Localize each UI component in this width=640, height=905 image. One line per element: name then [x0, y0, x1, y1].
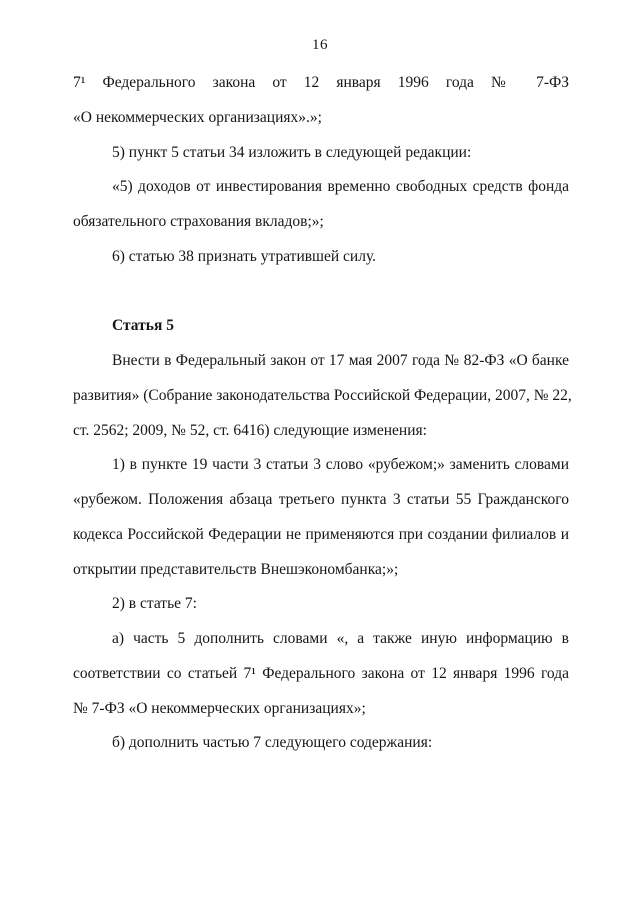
text-line: 6) статью 38 признать утратившей силу.	[112, 247, 377, 265]
paragraph	[73, 726, 569, 761]
paragraph	[73, 448, 569, 587]
paragraph	[73, 344, 572, 448]
text-line: «О некоммерческих организациях».»;	[73, 108, 322, 126]
text-line: обязательного страхования вкладов;»;	[73, 213, 324, 230]
text-line: 1) в пункте 19 части 3 статьи 3 слово «рубежом;» заменить словами	[112, 456, 569, 474]
text-line: ст. 2562; 2009, № 52, ст. 6416) следующие изменения:	[73, 421, 427, 439]
paragraph	[73, 240, 569, 275]
text-line: «5) доходов от инвестирования временно свободных средств фонда	[112, 178, 569, 196]
text-line: 7¹ Федерального закона от 12 января 1996 года № 7-ФЗ	[73, 74, 569, 91]
text-line: открытии представительств Внешэкономбанка;»;	[73, 560, 399, 578]
text-line: 2) в статье 7:	[112, 595, 197, 613]
text-line: кодекса Российской Федерации не применяются при создании филиалов и	[73, 525, 569, 543]
text-line: развития» (Собрание законодательства Российской Федерации, 2007, № 22,	[73, 386, 572, 404]
paragraph	[73, 622, 569, 726]
text-line: № 7-ФЗ «О некоммерческих организациях»;	[73, 699, 366, 717]
paragraph	[73, 136, 569, 171]
paragraph	[73, 170, 569, 240]
text-line: Внести в Федеральный закон от 17 мая 2007 года № 82-ФЗ «О банке	[112, 352, 569, 369]
page-number: 16	[312, 37, 328, 53]
document-content	[73, 66, 572, 761]
article-heading	[73, 309, 569, 344]
text-line: соответствии со статьей 7¹ Федерального закона от 12 января 1996 года	[73, 664, 569, 682]
paragraph	[73, 66, 569, 136]
text-line: а) часть 5 дополнить словами «, а также иную информацию в	[112, 630, 569, 647]
text-line: б) дополнить частью 7 следующего содержания:	[112, 734, 433, 752]
text-line: «рубежом. Положения абзаца третьего пункта 3 статьи 55 Гражданского	[73, 491, 569, 508]
paragraph	[73, 587, 569, 622]
text-line: Статья 5	[112, 317, 174, 335]
text-line: 5) пункт 5 статьи 34 изложить в следующей редакции:	[112, 143, 472, 161]
